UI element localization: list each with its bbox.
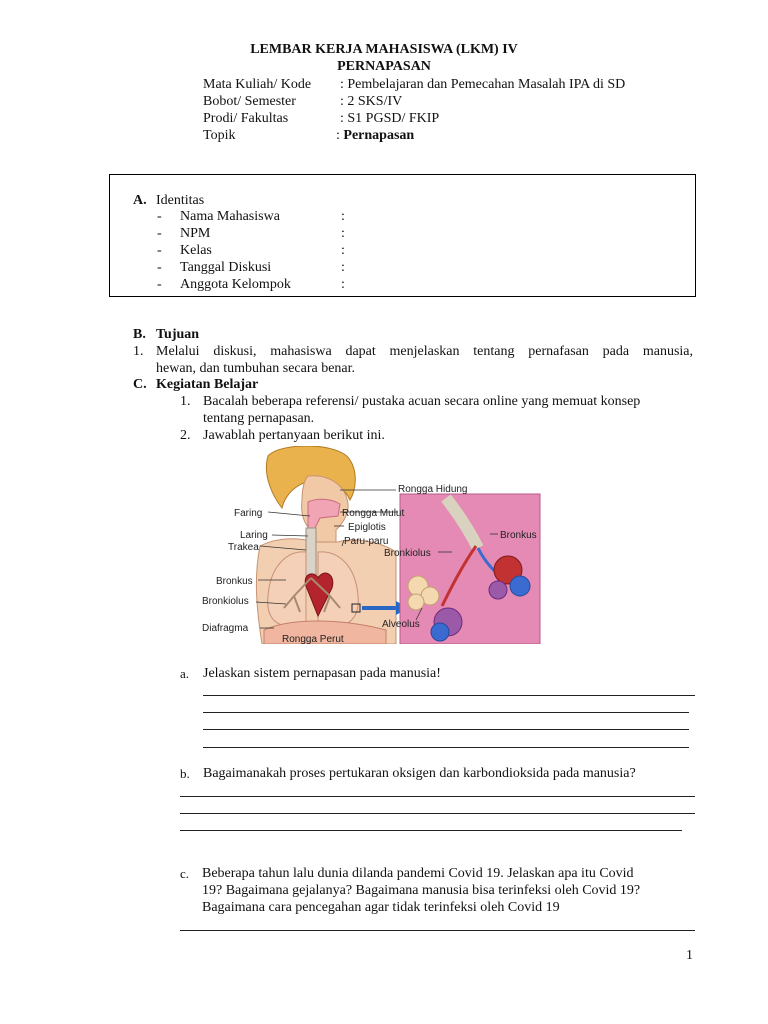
- field-bullet: -: [157, 277, 162, 292]
- field-colon: :: [341, 243, 345, 258]
- question-a-letter: a.: [180, 666, 190, 681]
- label-faring: Faring: [234, 508, 263, 519]
- question-c-line-2: 19? Bagaimana gejalanya? Bagaimana manusia bisa terinfeksi oleh Covid 19?: [202, 883, 641, 898]
- meta-value-program: : S1 PGSD/ FKIP: [340, 111, 440, 126]
- field-bullet: -: [157, 260, 162, 275]
- alveoli-cluster: [510, 576, 530, 596]
- meta-value-credits: : 2 SKS/IV: [340, 94, 403, 109]
- label-alveolus: Alveolus: [382, 619, 420, 630]
- question-c-line-1: Beberapa tahun lalu dunia dilanda pandemi Covid 19. Jelaskan apa itu Covid: [202, 866, 634, 881]
- question-c-line-3: Bagaimana cara pencegahan agar tidak terinfeksi oleh Covid 19: [202, 900, 560, 915]
- label-rongga-mulut: Rongga Mulut: [342, 508, 405, 519]
- field-colon: :: [341, 277, 345, 292]
- step-1-line-1: Bacalah beberapa referensi/ pustaka acuan secara online yang memuat konsep: [203, 394, 641, 409]
- section-a-letter: A.: [133, 193, 147, 208]
- answer-line-b[interactable]: [180, 830, 682, 831]
- section-c-letter: C.: [133, 377, 147, 392]
- label-paru-paru: Paru-paru: [344, 536, 389, 547]
- alveoli-cluster: [408, 594, 424, 610]
- step-1-line-2: tentang pernapasan.: [203, 411, 315, 426]
- section-a-heading: Identitas: [156, 193, 205, 208]
- answer-line-a[interactable]: [203, 729, 689, 730]
- alveoli-cluster: [431, 623, 449, 641]
- field-label-npm: NPM: [180, 226, 211, 241]
- label-bronkus-inset: Bronkus: [500, 530, 537, 541]
- section-c-heading: Kegiatan Belajar: [156, 377, 259, 392]
- tujuan-line-1: Melalui diskusi, mahasiswa dapat menjelaskan tentang pernafasan pada manusia,: [156, 344, 693, 359]
- label-diafragma: Diafragma: [202, 623, 249, 634]
- question-a-text: Jelaskan sistem pernapasan pada manusia!: [203, 666, 441, 681]
- meta-label-course: Mata Kuliah/ Kode: [203, 77, 312, 92]
- field-colon: :: [341, 260, 345, 275]
- label-bronkiolus: Bronkiolus: [202, 596, 249, 607]
- step-1-number: 1.: [180, 394, 191, 409]
- question-b-letter: b.: [180, 766, 190, 781]
- field-bullet: -: [157, 209, 162, 224]
- answer-line-a[interactable]: [203, 712, 689, 713]
- field-label-nama: Nama Mahasiswa: [180, 209, 280, 224]
- respiratory-system-figure: [190, 446, 542, 644]
- label-trakea: Trakea: [228, 542, 259, 553]
- step-2-number: 2.: [180, 428, 191, 443]
- answer-line-a[interactable]: [203, 695, 695, 696]
- meta-value-course: : Pembelajaran dan Pemecahan Masalah IPA di SD: [340, 77, 626, 92]
- answer-line-a[interactable]: [203, 747, 689, 748]
- tujuan-number: 1.: [133, 344, 144, 359]
- meta-label-program: Prodi/ Fakultas: [203, 111, 289, 126]
- tujuan-line-2: hewan, dan tumbuhan secara benar.: [156, 361, 356, 376]
- meta-label-credits: Bobot/ Semester: [203, 94, 296, 109]
- trachea-shape: [306, 528, 316, 578]
- answer-line-b[interactable]: [180, 813, 695, 814]
- field-label-anggota: Anggota Kelompok: [180, 277, 291, 292]
- section-b-heading: Tujuan: [156, 327, 200, 342]
- label-rongga-hidung: Rongga Hidung: [398, 484, 468, 495]
- answer-line-c[interactable]: [180, 930, 695, 931]
- page-subtitle: PERNAPASAN: [337, 59, 431, 74]
- label-bronkiolus-inset: Bronkiolus: [384, 548, 431, 559]
- field-colon: :: [341, 209, 345, 224]
- field-label-kelas: Kelas: [180, 243, 212, 258]
- question-c-letter: c.: [180, 866, 190, 881]
- meta-label-topic: Topik: [203, 128, 236, 143]
- meta-value-topic: : Pernapasan: [336, 128, 415, 143]
- question-b-text: Bagaimanakah proses pertukaran oksigen dan karbondioksida pada manusia?: [203, 766, 636, 781]
- page-number: 1: [686, 948, 693, 963]
- label-epiglotis: Epiglotis: [348, 522, 386, 533]
- field-bullet: -: [157, 226, 162, 241]
- step-2-line-1: Jawablah pertanyaan berikut ini.: [203, 428, 385, 443]
- alveoli-cluster: [489, 581, 507, 599]
- label-bronkus: Bronkus: [216, 576, 253, 587]
- label-rongga-perut: Rongga Perut: [282, 634, 344, 644]
- field-label-tanggal: Tanggal Diskusi: [180, 260, 272, 275]
- label-laring: Laring: [240, 530, 268, 541]
- section-b-letter: B.: [133, 327, 146, 342]
- field-colon: :: [341, 226, 345, 241]
- field-bullet: -: [157, 243, 162, 258]
- page-title: LEMBAR KERJA MAHASISWA (LKM) IV: [250, 42, 518, 57]
- answer-line-b[interactable]: [180, 796, 695, 797]
